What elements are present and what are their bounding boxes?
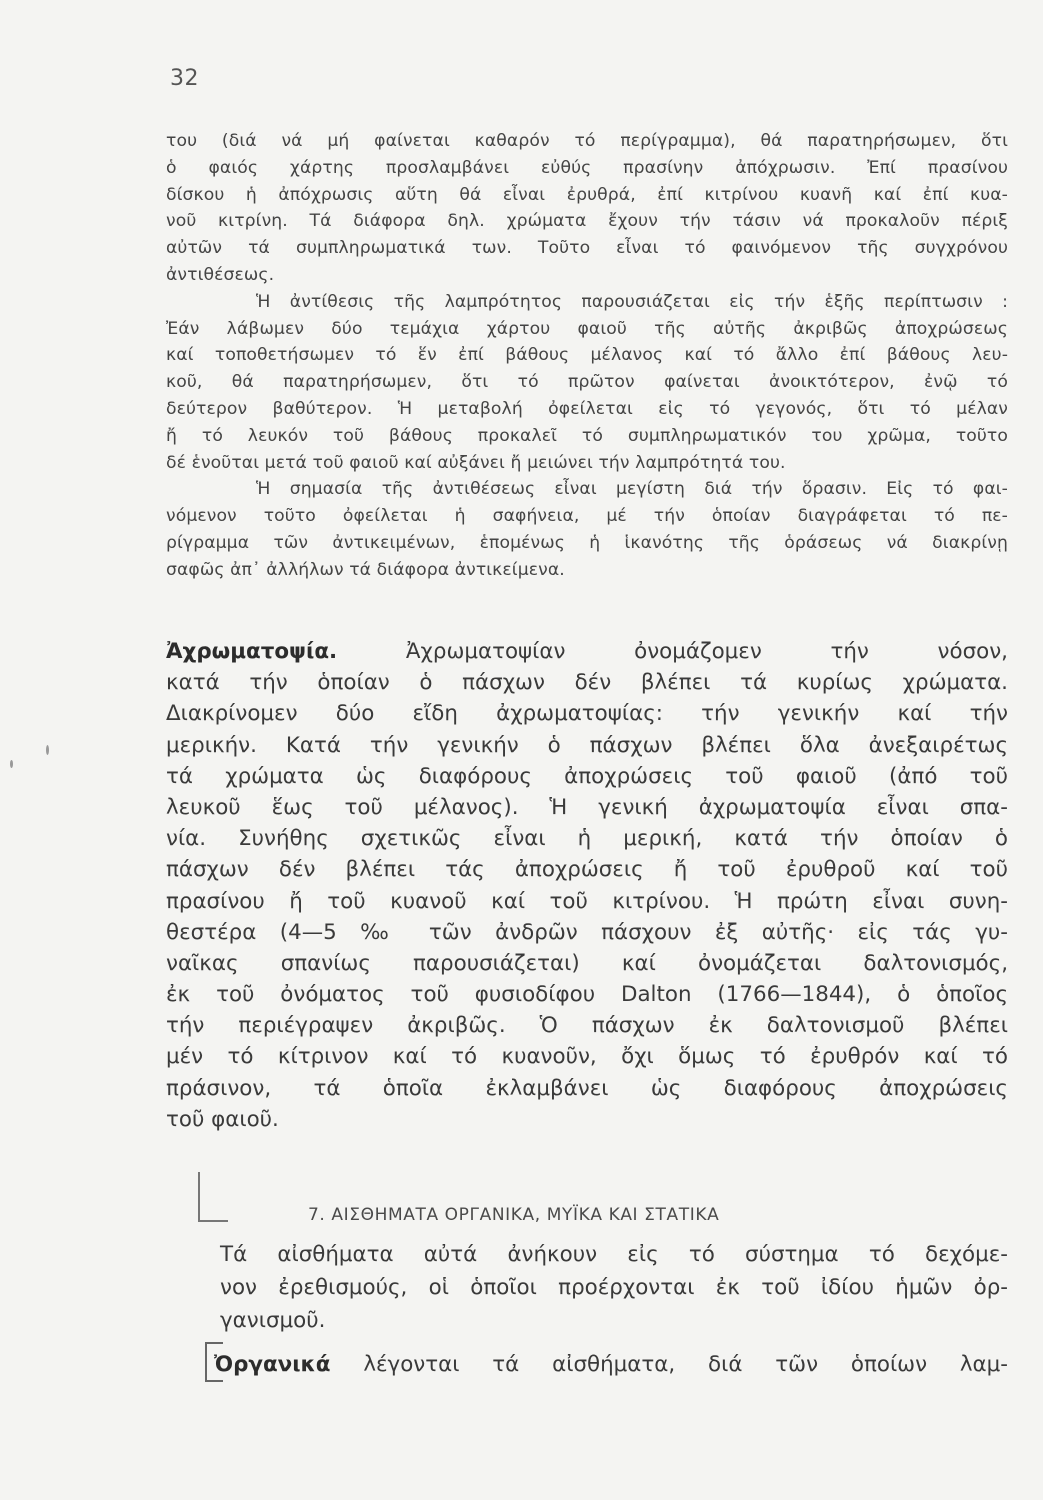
text-line: αὐτῶν τά συμπληρωματικά των. Τοῦτο εἶναι τό φαινόμενον τῆς συγχρόνου [166, 238, 1008, 259]
text-line: Διακρίνομεν δύο εἴδη ἀχρωματοψίας: τήν γενικήν καί τήν [166, 701, 1008, 727]
text-line: μέν τό κίτρινον καί τό κυανοῦν, ὄχι ὅμως τό ἐρυθρόν καί τό [166, 1044, 1008, 1070]
text-line [214, 1348, 1008, 1381]
text-line: ὁ φαιός χάρτης προσλαμβάνει εὐθύς πρασίνην ἀπόχρωσιν. Ἐπί πρασίνου [166, 157, 1008, 178]
text-line: δίσκου ἡ ἀπόχρωσις αὕτη θά εἶναι ἐρυθρά, ἐπί κιτρίνου κυανῆ καί ἐπί κυα- [166, 184, 1008, 205]
text-line: τοῦ φαιοῦ. [166, 1106, 279, 1132]
text-line: Τά αἰσθήματα αὐτά ἀνήκουν εἰς τό σύστημα τό δεχόμε- [220, 1242, 1008, 1267]
page-number: 32 [170, 66, 199, 91]
text-line: λευκοῦ ἕως τοῦ μέλανος). Ἡ γενική ἀχρωματοψία εἶναι σπα- [166, 794, 1008, 820]
text-line: δέ ἑνοῦται μετά τοῦ φαιοῦ καί αὐξάνει ἤ μειώνει τήν λαμπρότητά του. [166, 452, 786, 473]
section-title: 7. ΑΙΣΘΗΜΑΤΑ ΟΡΓΑΝΙΚΑ, ΜΥΪΚΑ ΚΑΙ ΣΤΑΤΙΚΑ [308, 1205, 720, 1225]
text-line: πρασίνου ἤ τοῦ κυανοῦ καί τοῦ κιτρίνου. Ἡ πρώτη εἶναι συνη- [166, 888, 1008, 914]
text-line: νία. Συνήθης σχετικῶς εἶναι ἡ μερική, κατά τήν ὁποίαν ὁ [166, 826, 1008, 852]
scan-speck [46, 745, 49, 755]
text-line: ἐκ τοῦ ὀνόματος τοῦ φυσιοδίφου Dalton (1766—1844), ὁ ὁποῖος [166, 982, 1008, 1008]
text-line: κοῦ, θά παρατηρήσωμεν, ὅτι τό πρῶτον φαίνεται ἀνοικτότερον, ἐνῷ τό [166, 372, 1008, 393]
text-line: Ἡ ἀντίθεσις τῆς λαμπρότητος παρουσιάζεται εἰς τήν ἑξῆς περίπτωσιν : [256, 291, 1008, 312]
organika-heading: Ὀργανικά [214, 1352, 331, 1377]
text-line [166, 636, 1008, 667]
text-line: ἤ τό λευκόν τοῦ βάθους προκαλεῖ τό συμπληρωματικόν του χρῶμα, τοῦτο [166, 425, 1008, 446]
text-line: νόμενον τοῦτο ὀφείλεται ἡ σαφήνεια, μέ τήν ὁποίαν διαγράφεται τό πε- [166, 506, 1008, 527]
text-fragment: λέγονται τά αἰσθήματα, διά τῶν ὁποίων λαμ- [363, 1352, 1008, 1377]
text-line: του (διά νά μή φαίνεται καθαρόν τό περίγραμμα), θά παρατηρήσωμεν, ὅτι [166, 131, 1008, 151]
text-line: νον ἐρεθισμούς, οἱ ὁποῖοι προέρχονται ἐκ τοῦ ἰδίου ἡμῶν ὀρ- [220, 1275, 1008, 1300]
section-7-intro [220, 1238, 1008, 1337]
text-line: τά χρώματα ὡς διαφόρους ἀποχρώσεις τοῦ φαιοῦ (ἀπό τοῦ [166, 763, 1008, 789]
organika-paragraph [214, 1348, 1008, 1381]
text-line: καί τοποθετήσωμεν τό ἕν ἐπί βάθους μέλανος καί τό ἄλλο ἐπί βάθους λευ- [166, 345, 1008, 366]
text-line: γανισμοῦ. [220, 1308, 326, 1333]
pencil-margin-mark [198, 1172, 218, 1222]
text-line: πάσχων δέν βλέπει τάς ἀποχρώσεις ἤ τοῦ ἐρυθροῦ καί τοῦ [166, 857, 1008, 883]
achromatopsia-paragraph [166, 636, 1008, 1135]
text-line: Ἡ σημασία τῆς ἀντιθέσεως εἶναι μεγίστη διά τήν ὅρασιν. Εἰς τό φαι- [256, 479, 1008, 500]
text-line: ναῖκας σπανίως παρουσιάζεται) καί ὀνομάζεται δαλτονισμός, [166, 950, 1008, 976]
text-line: Ἐάν λάβωμεν δύο τεμάχια χάρτου φαιοῦ τῆς αὐτῆς ἀκριβῶς ἀποχρώσεως [166, 318, 1008, 339]
contrast-paragraphs [166, 128, 1008, 584]
text-line: δεύτερον βαθύτερον. Ἡ μεταβολή ὀφείλεται εἰς τό γεγονός, ὅτι τό μέλαν [166, 398, 1008, 419]
scan-speck [10, 760, 13, 768]
text-line: νοῦ κιτρίνη. Τά διάφορα δηλ. χρώματα ἔχουν τήν τάσιν νά προκαλοῦν πέριξ [166, 211, 1008, 232]
text-fragment: Ἀχρωματοψίαν ὀνομάζομεν τήν νόσον, [405, 639, 1008, 664]
text-line: θεστέρα (4—5 ‰ τῶν ἀνδρῶν πάσχουν ἐξ αὐτῆς· εἰς τάς γυ- [166, 919, 1008, 945]
achromatopsia-heading: Ἀχρωματοψία. [166, 639, 338, 664]
text-line: μερικήν. Κατά τήν γενικήν ὁ πάσχων βλέπει ὅλα ἀνεξαιρέτως [166, 732, 1008, 758]
text-line: πράσινον, τά ὁποῖα ἐκλαμβάνει ὡς διαφόρους ἀποχρώσεις [166, 1075, 1008, 1101]
text-line: ἀντιθέσεως. [166, 264, 275, 285]
text-line: κατά τήν ὁποίαν ὁ πάσχων δέν βλέπει τά κυρίως χρώματα. [166, 670, 1008, 696]
text-line: τήν περιέγραψεν ἀκριβῶς. Ὁ πάσχων ἐκ δαλτονισμοῦ βλέπει [166, 1013, 1008, 1039]
text-line: σαφῶς ἀπ᾽ ἀλλήλων τά διάφορα ἀντικείμενα. [166, 559, 565, 580]
pencil-margin-mark [198, 1220, 228, 1222]
text-line: ρίγραμμα τῶν ἀντικειμένων, ἑπομένως ἡ ἱκανότης τῆς ὁράσεως νά διακρίνῃ [166, 532, 1008, 553]
